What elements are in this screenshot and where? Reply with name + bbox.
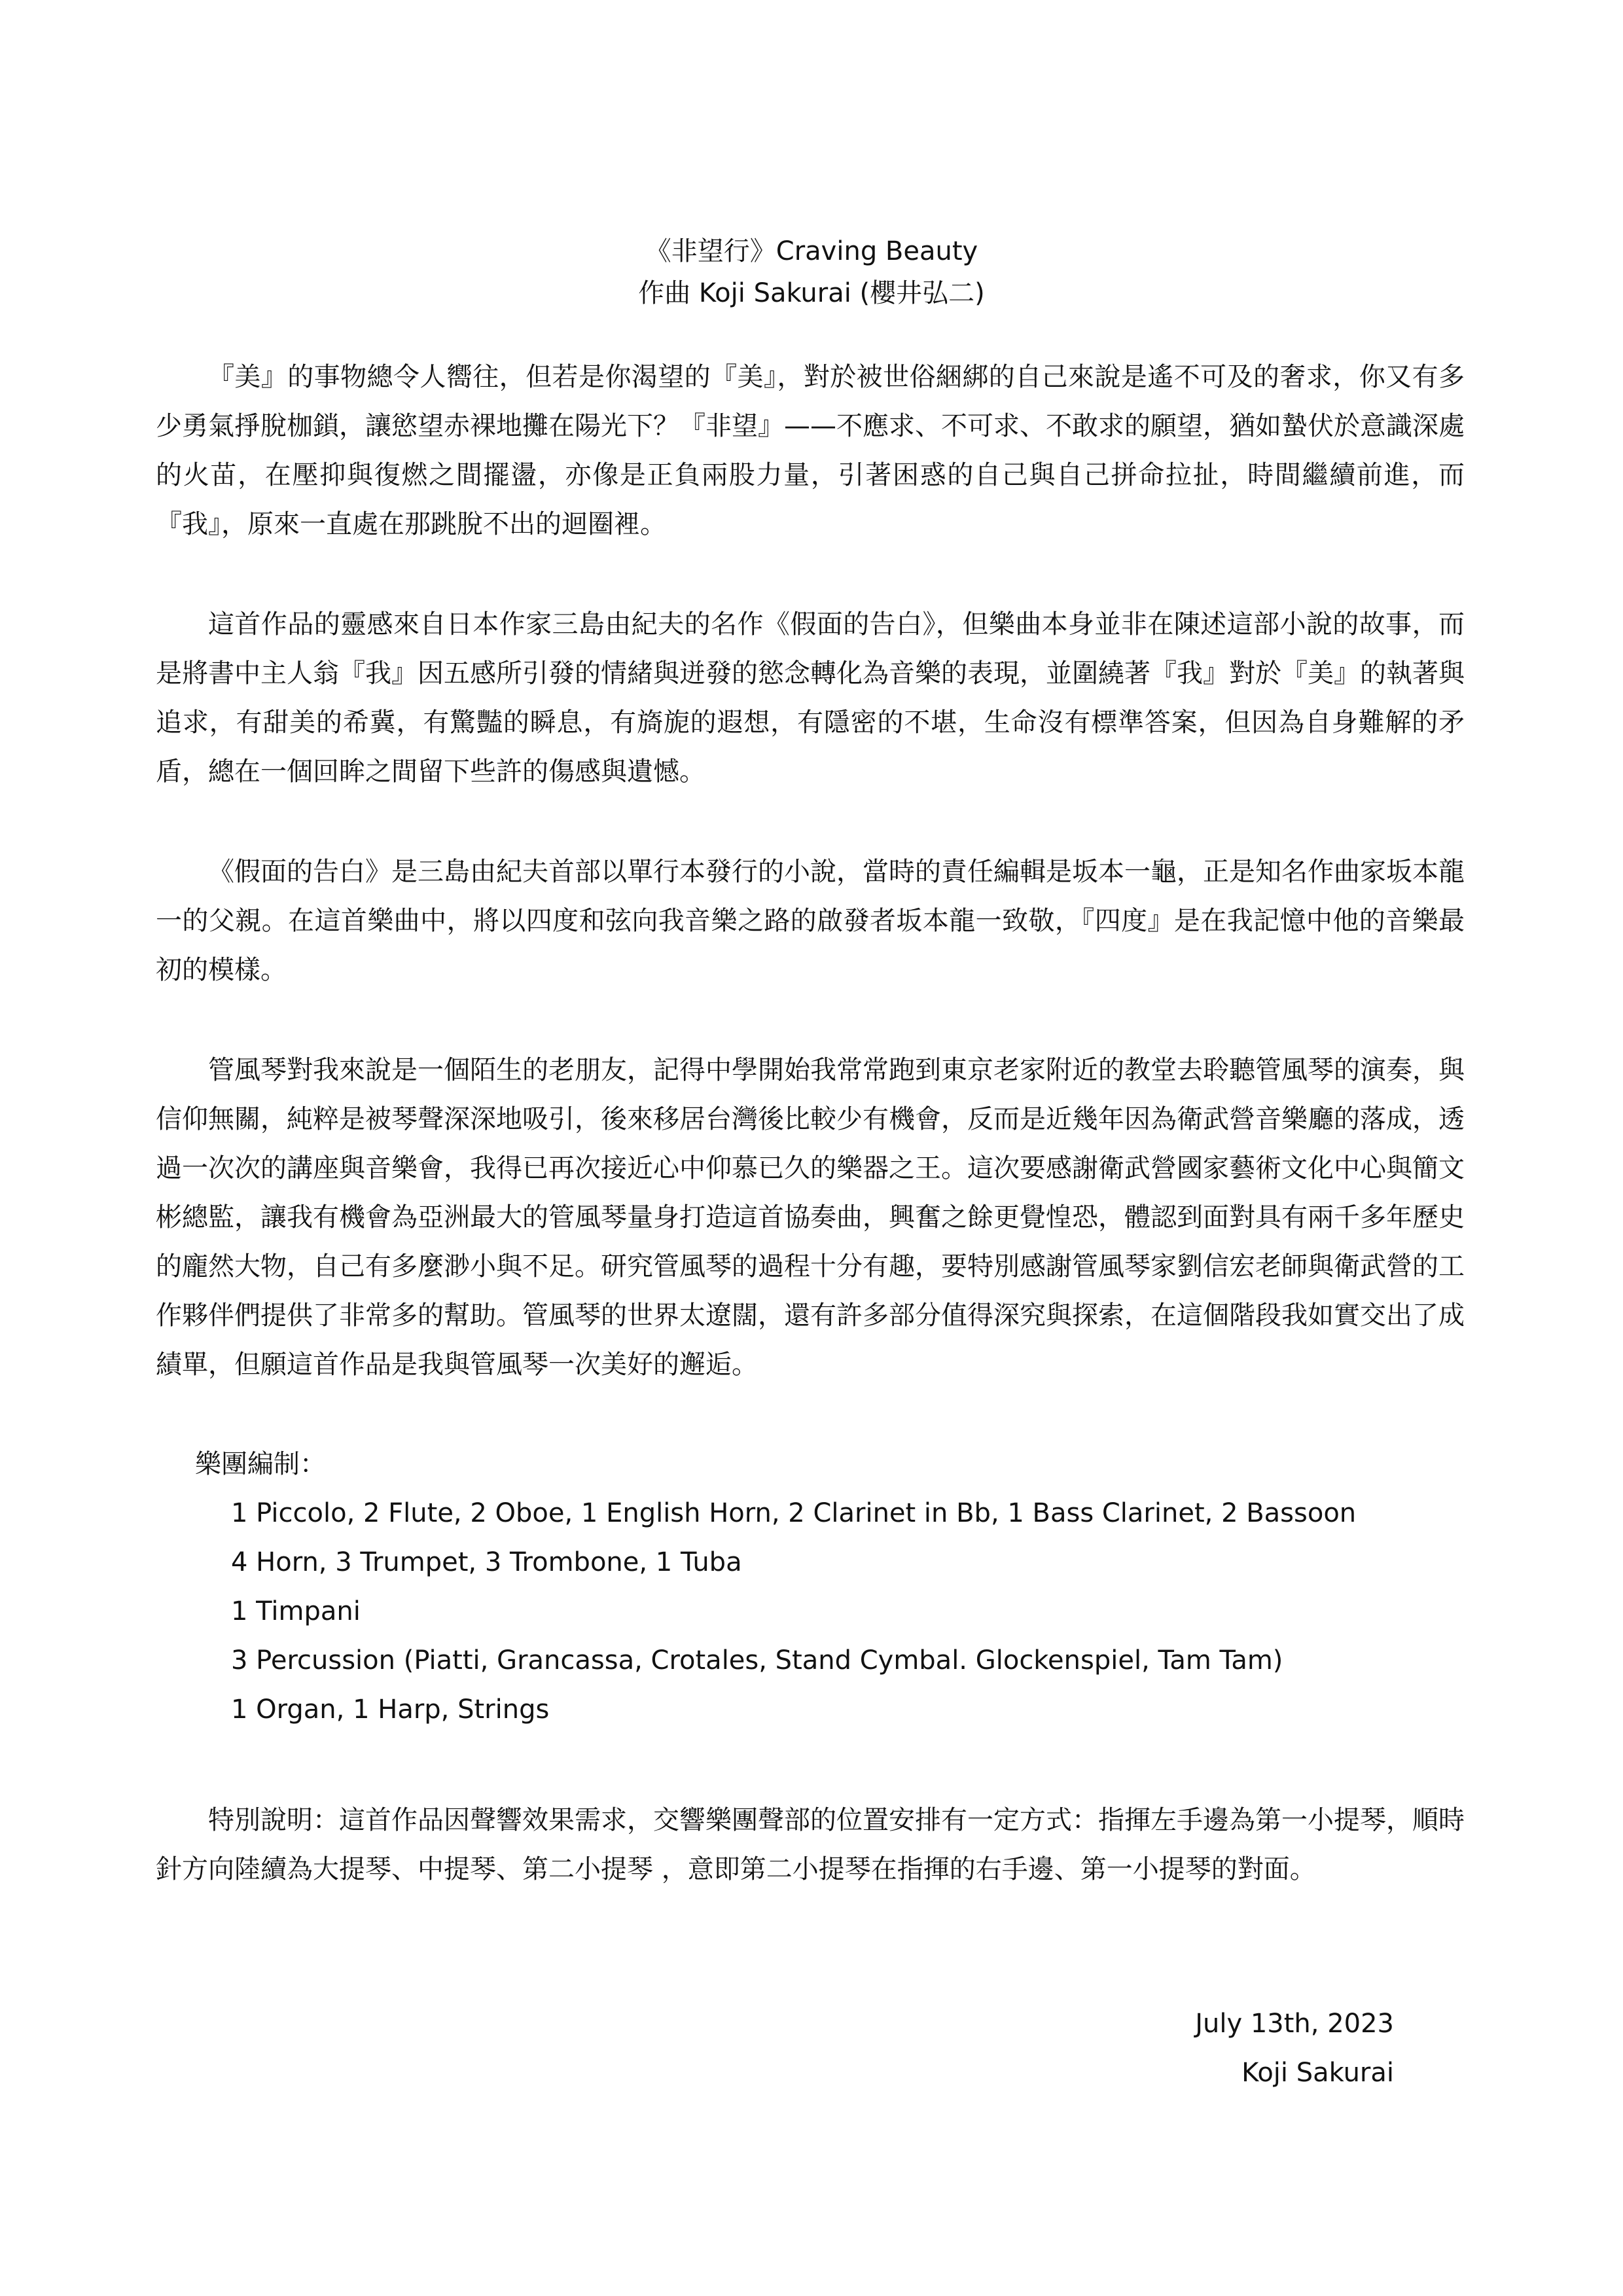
title-block [0, 230, 1623, 314]
composer-line: 作曲 Koji Sakurai (櫻井弘二) [638, 278, 985, 308]
paragraph-special-note: 特別說明：這首作品因聲響效果需求，交響樂團聲部的位置安排有一定方式：指揮左手邊為第一小提琴，順時針方向陸續為大提琴、中提琴、第二小提琴 ，意即第二小提琴在指揮的右手邊、第一小提琴的對面。 [156, 1805, 1465, 1884]
signature-date: July 13th, 2023 [1195, 2009, 1394, 2039]
signature-name: Koji Sakurai [1241, 2058, 1394, 2088]
paragraph-confessions: 《假面的告白》是三島由紀夫首部以單行本發行的小說，當時的責任編輯是坂本一龜，正是知名作曲家坂本龍一的父親。在這首樂曲中，將以四度和弦向我音樂之路的啟發者坂本龍一致敬，『四度』是在我記憶中他的音樂最初的模樣。 [156, 857, 1465, 985]
paragraph-organ: 管風琴對我來說是一個陌生的老朋友，記得中學開始我常常跑到東京老家附近的教堂去聆聽管風琴的演奏，與信仰無關，純粹是被琴聲深深地吸引，後來移居台灣後比較少有機會，反而是近幾年因為衛武營音樂廳的落成，透過一次次的講座與音樂會，我得已再次接近心中仰慕已久的樂器之王。這次要感謝衛武營國家藝術文化中心與簡文彬總監，讓我有機會為亞洲最大的管風琴量身打造這首協奏曲，興奮之餘更覺惶恐，體認到面對具有兩千多年歷史的龐然大物，自己有多麼渺小與不足。研究管風琴的過程十分有趣，要特別感謝管風琴家劉信宏老師與衛武營的工作夥伴們提供了非常多的幫助。管風琴的世界太遼闊，還有許多部分值得深究與探索，在這個階段我如實交出了成績單，但願這首作品是我與管風琴一次美好的邂逅。 [156, 1055, 1465, 1380]
instrumentation-heading: 樂團編制： [195, 1449, 326, 1479]
instrumentation-timpani: 1 Timpani [231, 1596, 361, 1626]
instrumentation-woodwinds: 1 Piccolo, 2 Flute, 2 Oboe, 1 English Horn, 2 Clarinet in Bb, 1 Bass Clarinet, 2 Bassoon [231, 1498, 1357, 1528]
instrumentation-percussion: 3 Percussion (Piatti, Grancassa, Crotales, Stand Cymbal. Glockenspiel, Tam Tam) [231, 1645, 1283, 1676]
instrumentation-organ-harp-strings: 1 Organ, 1 Harp, Strings [231, 1695, 550, 1725]
instrumentation-brass: 4 Horn, 3 Trumpet, 3 Trombone, 1 Tuba [231, 1547, 742, 1577]
instrumentation-list [156, 1489, 1465, 1734]
signature-block [1195, 2000, 1394, 2098]
paragraph-intro: 『美』的事物總令人嚮往，但若是你渴望的『美』，對於被世俗綑綁的自己來說是遙不可及的奢求，你又有多少勇氣掙脫枷鎖，讓慾望赤裸地攤在陽光下？『非望』——不應求、不可求、不敢求的願望，猶如蟄伏於意識深處的火苗，在壓抑與復燃之間擺盪，亦像是正負兩股力量，引著困惑的自己與自己拼命拉扯，時間繼續前進，而『我』，原來一直處在那跳脫不出的迴圈裡。 [156, 362, 1465, 539]
instrumentation-section [156, 1440, 1465, 1734]
paragraph-inspiration: 這首作品的靈感來自日本作家三島由紀夫的名作《假面的告白》，但樂曲本身並非在陳述這部小說的故事，而是將書中主人翁『我』因五感所引發的情緒與迸發的慾念轉化為音樂的表現，並圍繞著『我』對於『美』的執著與追求，有甜美的希冀，有驚豔的瞬息，有旖旎的遐想，有隱密的不堪，生命沒有標準答案，但因為自身難解的矛盾，總在一個回眸之間留下些許的傷感與遺憾。 [156, 609, 1465, 787]
document-title: 《非望行》Craving Beauty [645, 236, 978, 266]
